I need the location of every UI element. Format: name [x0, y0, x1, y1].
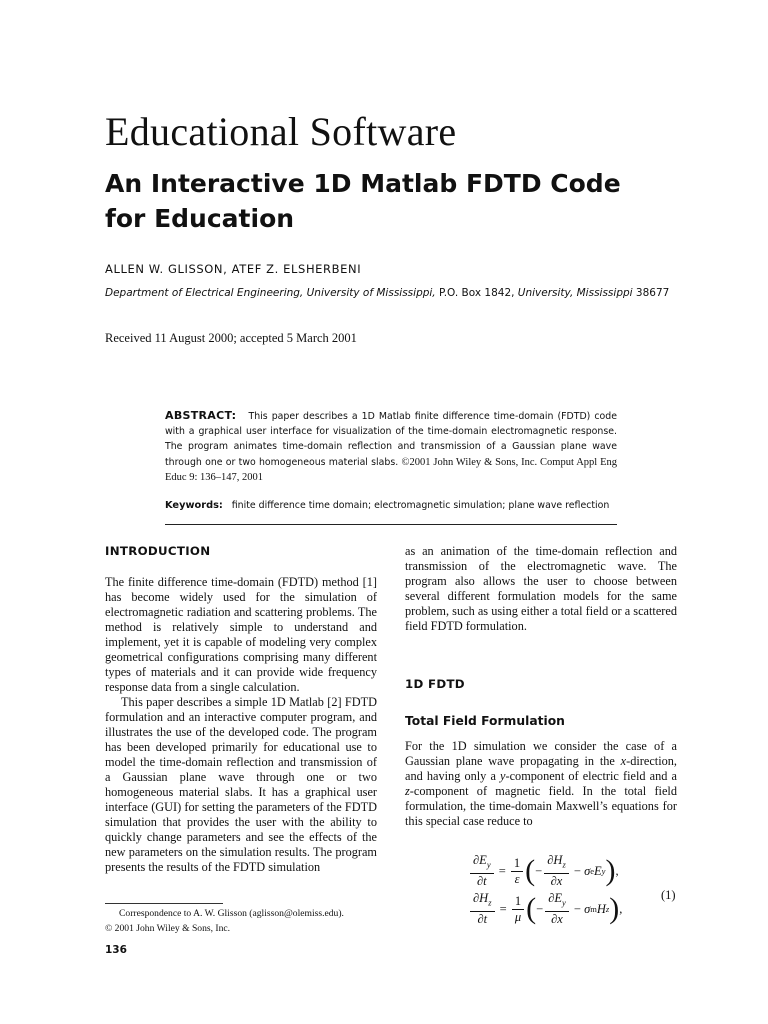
inner1-num: ∂H	[547, 853, 563, 868]
tf-var-x: x	[620, 754, 627, 768]
introduction-heading: INTRODUCTION	[105, 544, 211, 558]
inner1-den: ∂x	[550, 873, 563, 888]
keywords	[165, 500, 625, 511]
coef2-fraction	[512, 894, 524, 925]
inner2-den: ∂x	[551, 911, 563, 926]
e-var: E	[594, 863, 602, 878]
intro-paragraph-2: This paper describes a simple 1D Matlab [2] FDTD formulation and an interactive computer program, and illustrates the use of the developed code. The program has been developed primarily for educational use to model the time-domain reflection and transmission of a Gaussian plane wave through one or two homogeneous material slabs. It has a graphical user interface (GUI) for setting the parameters of the FDTD simulation that provides the user with the ability to quickly change parameters and see the effects of the new parameters on the simulation results. The program presents the results of the FDTD simulation	[105, 695, 377, 874]
tf-var-z: z	[405, 784, 410, 798]
tf-text-b: -direction, and having only a	[405, 754, 677, 783]
keywords-label: Keywords:	[165, 500, 223, 511]
lhs1-fraction	[470, 853, 494, 889]
e-var-sub: y	[601, 866, 606, 876]
affiliation-zip: 38677	[632, 287, 670, 299]
affiliation-city: University, Mississippi	[517, 287, 633, 299]
article-title: An Interactive 1D Matlab FDTD Code for Education	[105, 169, 621, 233]
sigma-e-sup: e	[590, 866, 595, 876]
affiliation-dept: Department of Electrical Engineering, University of Mississippi,	[105, 287, 436, 299]
lhs2-sub: z	[488, 897, 492, 908]
total-field-text	[405, 739, 677, 829]
maxwell-equations	[468, 852, 622, 928]
abstract-divider	[165, 524, 617, 525]
coef2-num: 1	[512, 894, 524, 910]
total-field-subheading: Total Field Formulation	[405, 714, 565, 728]
sigma-e: σ	[584, 863, 591, 878]
section-title: Educational Software	[105, 109, 457, 154]
tf-text-d: -component of magnetic field. In the total field formulation, the time-domain Maxwell’s equations for this special case reduce to	[405, 784, 677, 828]
sigma-m: σ	[584, 901, 591, 916]
sigma-m-sup: m	[590, 904, 597, 914]
authors: ALLEN W. GLISSON, ATEF Z. ELSHERBENI	[105, 262, 362, 276]
keywords-text: finite difference time domain; electromagnetic simulation; plane wave reflection	[231, 500, 610, 511]
footnote-copyright: © 2001 John Wiley & Sons, Inc.	[105, 922, 231, 934]
affiliation	[105, 287, 669, 299]
lhs2-fraction	[470, 891, 495, 927]
intro-paragraph-1: The finite difference time-domain (FDTD) method [1] has become widely used for the simulation of electromagnetic radiation and scattering problems. The method is relatively simple to understand and implement, yet it is capable of modeling very complex geometrical configurations comprising many different types of materials and it can provide wide frequency response data from a single calculation.	[105, 575, 377, 694]
tf-text-c: -component of electric field and a	[505, 769, 677, 783]
fdtd-heading: 1D FDTD	[405, 677, 465, 691]
coef1-fraction	[511, 856, 523, 887]
inner2-fraction	[545, 891, 569, 927]
abstract-text: This paper describes a 1D Matlab finite difference time-domain (FDTD) code with a graphical user interface for visualization of the time-domain electromagnetic response. The program animates time-domain reflection and transmission of a Gaussian plane wave through one or two homogeneous material slabs.	[165, 411, 617, 468]
received-dates: Received 11 August 2000; accepted 5 March 2001	[105, 331, 357, 345]
footnote-rule	[105, 903, 223, 904]
footnote	[105, 907, 395, 936]
affiliation-box: P.O. Box 1842,	[435, 287, 518, 299]
abstract-label: ABSTRACT:	[165, 409, 237, 422]
inner2-num: ∂E	[548, 891, 562, 906]
equation-line-1: $\frac{\partial E_y}{\partial t}$ = $\frac{1}{\varepsilon}$ ( − $\frac{\partial H_z}{\partial x}$ − σ e E y ) ,	[468, 852, 622, 890]
left-column-text	[105, 575, 377, 875]
total-field-paragraph	[405, 739, 677, 829]
footnote-correspondence: Correspondence to A. W. Glisson (aglisson@olemiss.edu).	[119, 908, 344, 919]
equation-number: (1)	[661, 888, 676, 902]
intro-paragraph-continued: as an animation of the time-domain reflection and transmission of the electromagnetic wave. The program also allows the user to choose between several different formulation models for the same problem, such as using either a total field or a scattered field FDTD formulation.	[405, 544, 677, 633]
abstract	[165, 408, 617, 485]
lhs1-den: ∂t	[476, 873, 487, 888]
coef1-den: ε	[514, 871, 520, 886]
page-number: 136	[105, 944, 127, 956]
tf-var-y: y	[500, 769, 506, 783]
right-column-text	[405, 544, 677, 634]
lhs1-num: ∂E	[473, 853, 487, 868]
equation-line-2: $\frac{\partial H_z}{\partial t}$ = $\frac{1}{\mu}$ ( − $\frac{\partial E_y}{\partial x}$ − σ m H z ) ,	[468, 890, 622, 928]
inner1-sub: z	[562, 859, 566, 870]
lhs1-sub: y	[486, 859, 491, 870]
h-var-sub: z	[605, 904, 610, 914]
abstract-citation: ©2001 John Wiley & Sons, Inc. Comput Appl Eng Educ 9: 136–147, 2001	[165, 456, 618, 483]
coef1-num: 1	[511, 856, 523, 872]
inner1-fraction	[544, 853, 569, 889]
h-var: H	[596, 901, 606, 916]
lhs2-num: ∂H	[473, 891, 489, 906]
tf-text-a: For the 1D simulation we consider the case of a Gaussian plane wave propagating in the	[405, 739, 677, 768]
lhs2-den: ∂t	[477, 911, 488, 926]
inner2-sub: y	[562, 897, 566, 908]
coef2-den: μ	[514, 909, 522, 924]
